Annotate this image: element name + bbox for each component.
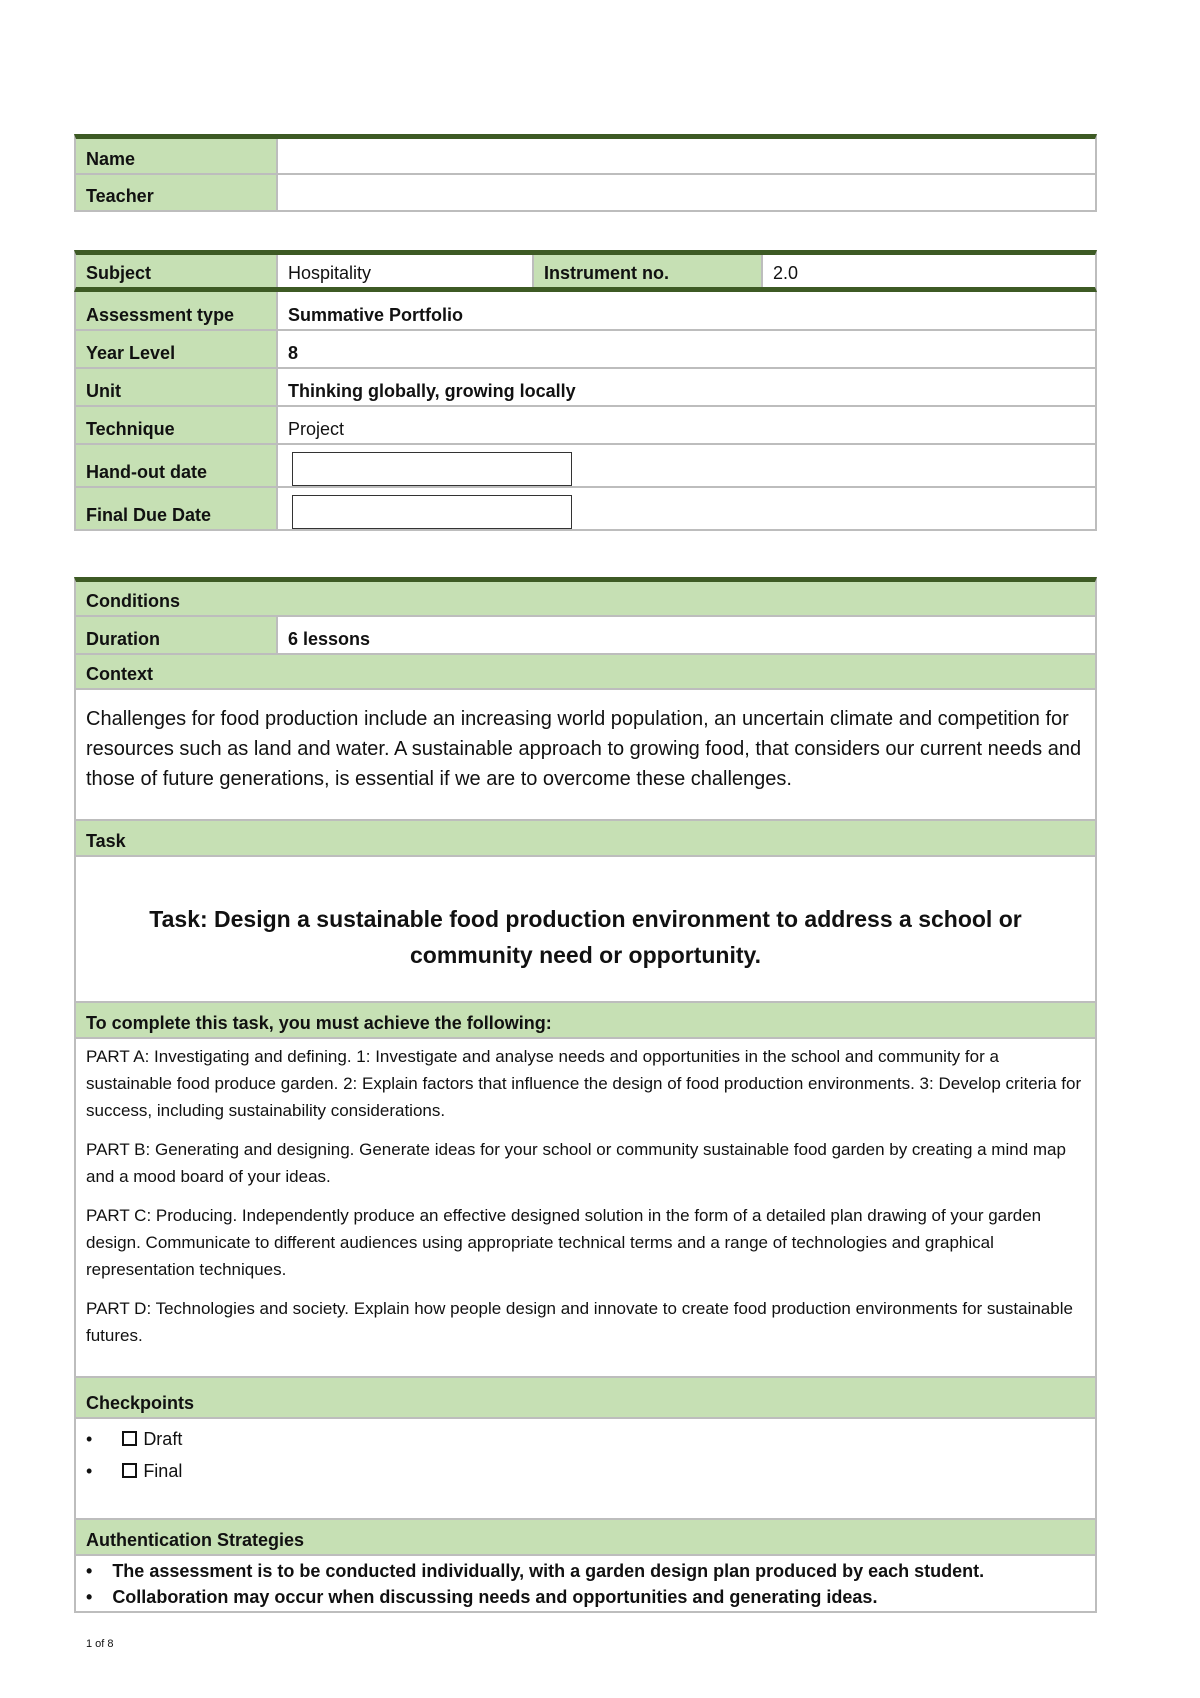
name-field[interactable]: [278, 139, 1095, 173]
subject-row: [74, 250, 1097, 292]
due-date-input[interactable]: [292, 495, 572, 529]
subject-label: Subject: [76, 255, 278, 287]
unit-label: Unit: [76, 369, 278, 405]
handout-date-input[interactable]: [292, 452, 572, 486]
context-header: Context: [74, 655, 1097, 690]
complete-header: To complete this task, you must achieve the following:: [74, 1003, 1097, 1039]
conditions-header: Conditions: [74, 577, 1097, 617]
checkpoint-final[interactable]: • Final: [86, 1461, 183, 1481]
technique-value: Project: [288, 419, 345, 439]
unit-value: Thinking globally, growing locally: [288, 381, 576, 401]
page-number: 1 of 8: [86, 1638, 114, 1650]
instrument-value: 2.0: [773, 263, 799, 283]
due-row: [74, 488, 1097, 531]
auth-item: • Collaboration may occur when discussing needs and opportunities and generating ideas.: [86, 1587, 878, 1607]
checkpoint-draft[interactable]: • Draft: [86, 1429, 183, 1449]
checkbox-icon[interactable]: [122, 1463, 137, 1478]
unit-row: [74, 369, 1097, 407]
subject-value: Hospitality: [278, 255, 534, 287]
name-row: [74, 134, 1097, 175]
handout-row: [74, 445, 1097, 488]
checkpoints-list: [74, 1419, 1097, 1520]
part-d: PART D: Technologies and society. Explain how people design and innovate to create food production environments for sustainable futures.: [86, 1299, 1073, 1345]
duration-value: 6 lessons: [288, 629, 371, 649]
assessment-row: [74, 292, 1097, 331]
duration-row: [74, 617, 1097, 655]
due-label: Final Due Date: [76, 488, 278, 529]
assessment-type-label: Assessment type: [76, 292, 278, 329]
year-value: 8: [288, 343, 299, 363]
duration-label: Duration: [76, 617, 278, 653]
technique-label: Technique: [76, 407, 278, 443]
part-a: PART A: Investigating and defining. 1: Investigate and analyse needs and opportunities in the school and community for a sustainable food produce garden. 2: Explain factors that influence the design of food production environments. 3: Develop criteria for success, including sustainability considerations.: [86, 1047, 1082, 1120]
instrument-label: Instrument no.: [534, 255, 763, 287]
handout-label: Hand-out date: [76, 445, 278, 486]
part-b: PART B: Generating and designing. Generate ideas for your school or community sustainable food garden by creating a mind map and a mood board of your ideas.: [86, 1140, 1066, 1186]
name-label: Name: [76, 139, 278, 173]
year-row: [74, 331, 1097, 369]
checkpoints-header: Checkpoints: [74, 1378, 1097, 1419]
auth-item: • The assessment is to be conducted individually, with a garden design plan produced by each student.: [86, 1561, 985, 1581]
assessment-type-value: Summative Portfolio: [288, 305, 464, 325]
year-label: Year Level: [76, 331, 278, 367]
part-c: PART C: Producing. Independently produce an effective designed solution in the form of a detailed plan drawing of your garden design. Communicate to different audiences using appropriate technical terms and a range of technologies and graphical representation techniques.: [86, 1206, 1042, 1279]
context-text: Challenges for food production include an increasing world population, an uncertain climate and competition for resources such as land and water. A sustainable approach to growing food, that considers our current needs and those of future generations, is essential if we are to overcome these challenges.: [74, 690, 1097, 821]
checkbox-icon[interactable]: [122, 1431, 137, 1446]
task-header: Task: [74, 821, 1097, 857]
teacher-row: [74, 175, 1097, 212]
auth-list: [74, 1556, 1097, 1613]
task-statement: Task: Design a sustainable food production environment to address a school or community need or opportunity.: [74, 857, 1097, 1003]
technique-row: [74, 407, 1097, 445]
teacher-label: Teacher: [76, 175, 278, 210]
auth-header: Authentication Strategies: [74, 1520, 1097, 1556]
teacher-field[interactable]: [278, 175, 1095, 210]
parts-list: [74, 1039, 1097, 1378]
